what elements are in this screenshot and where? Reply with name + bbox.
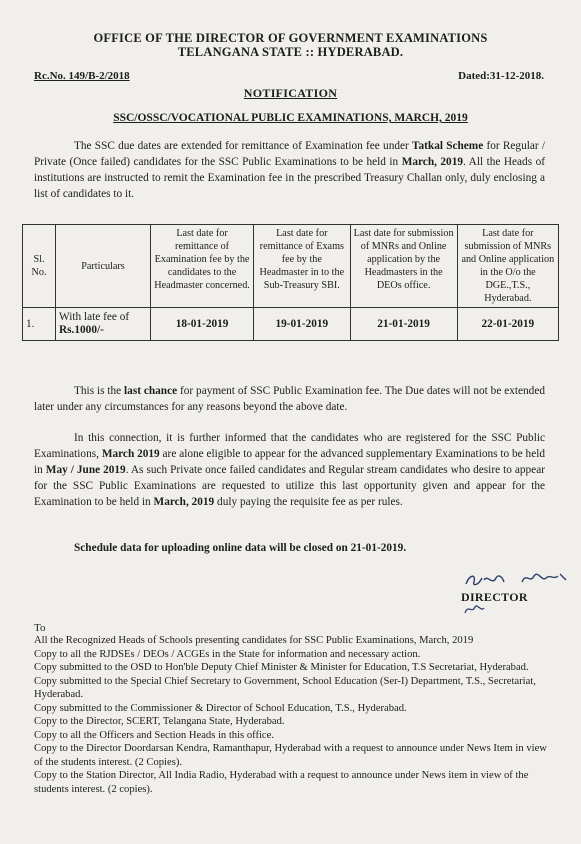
header-col-sub-treasury: Last date for remittance of Exams fee by the Headmaster in to the Sub-Treasury SBI. <box>254 225 350 308</box>
list-item: All the Recognized Heads of Schools presenting candidates for SSC Public Examinations, March, 2019 <box>34 635 474 646</box>
state-heading: TELANGANA STATE :: HYDERABAD. <box>177 45 404 59</box>
distribution-list <box>34 634 554 796</box>
list-item: Copy to the Station Director, All India Radio, Hyderabad with a request to announce under News item in view of the students interest. (2 copies). <box>34 770 529 795</box>
list-item: Copy to all the RJDSEs / DEOs / ACGEs in the State for information and necessary action. <box>34 648 421 660</box>
connection-paragraph: In this connection, it is further informed that the candidates who are registered for the SSC Public Examinations, March 2019 are alone eligible to appear for the advanced supplementary Examinations to be held in May / June 2019. As such Private once failed candidates and Regular stream candidates who desire to appear for the SSC Public Examinations are requested to utilize this last opportunity given and appear for the Examination to be held in March, 2019 duly paying the requisite fee as per rules. <box>34 432 545 508</box>
intro-paragraph: The SSC due dates are extended for remittance of Examination fee under Tatkal Scheme for Regular / Private (Once failed) candidates for the SSC Public Examinations to be held in March, 2019. All the Heads of institutions are instructed to remit the Examination fee in the prescribed Treasury Challan only, duly enclosing a list of candidates to it. <box>34 140 545 200</box>
list-item: Copy submitted to the Special Chief Secretary to Government, School Education (Ser-I) Department, T.S., Secretariat, Hyderabad. <box>34 675 536 700</box>
header-col-candidates: Last date for remittance of Examination fee by the candidates to the Headmaster concerned. <box>151 225 254 308</box>
date-candidates: 18-01-2019 <box>151 308 254 341</box>
date-sub-treasury: 19-01-2019 <box>254 308 350 341</box>
list-item: Copy to the Director, SCERT, Telangana State, Hyderabad. <box>34 716 285 727</box>
director-signature <box>462 568 572 590</box>
office-heading: OFFICE OF THE DIRECTOR OF GOVERNMENT EXAMINATIONS <box>93 31 488 45</box>
date-line: Dated:31-12-2018. <box>458 70 544 82</box>
director-title: DIRECTOR <box>461 590 528 604</box>
last-chance-paragraph: This is the last chance for payment of SSC Public Examination fee. The Due dates will not be extended later under any circumstances for any reasons beyond the above date. <box>34 385 545 413</box>
initials-mark <box>462 602 486 616</box>
list-item: Copy to all the Officers and Section Heads in this office. <box>34 729 274 741</box>
reference-line <box>34 70 544 82</box>
header-col-dge: Last date for submission of MNRs and Online application in the O/o the DGE.,T.S., Hyderabad. <box>457 225 558 308</box>
table-header-row <box>23 225 559 308</box>
date-deo: 21-01-2019 <box>350 308 457 341</box>
reference-number: Rc.No. 149/B-2/2018 <box>34 70 130 82</box>
header-col-deo: Last date for submission of MNRs and Online application by the Headmasters in the DEOs office. <box>350 225 457 308</box>
schedule-note: Schedule data for uploading online data will be closed on 21-01-2019. <box>74 542 407 554</box>
to-label: To <box>34 622 46 634</box>
list-item: Copy submitted to the Commissioner & Director of School Education, T.S., Hyderabad. <box>34 702 407 714</box>
list-item: Copy to the Director Doordarsan Kendra, Ramanthapur, Hyderabad with a request to announce under News Item in view of the students interest. (2 Copies). <box>34 743 547 768</box>
header-sl-no: Sl. No. <box>23 225 56 308</box>
row-particulars: With late fee of Rs.1000/- <box>56 308 151 341</box>
list-item: Copy submitted to the OSD to Hon'ble Deputy Chief Minister & Minister for Education, T.S Secretariat, Hyderabad. <box>34 662 529 673</box>
table-row <box>23 308 559 341</box>
row-sl-no: 1. <box>23 308 56 341</box>
header-particulars: Particulars <box>56 225 151 308</box>
date-dge: 22-01-2019 <box>457 308 558 341</box>
due-dates-table <box>22 224 559 341</box>
subject-line: SSC/OSSC/VOCATIONAL PUBLIC EXAMINATIONS, MARCH, 2019 <box>113 112 468 124</box>
notification-title: NOTIFICATION <box>243 86 338 100</box>
